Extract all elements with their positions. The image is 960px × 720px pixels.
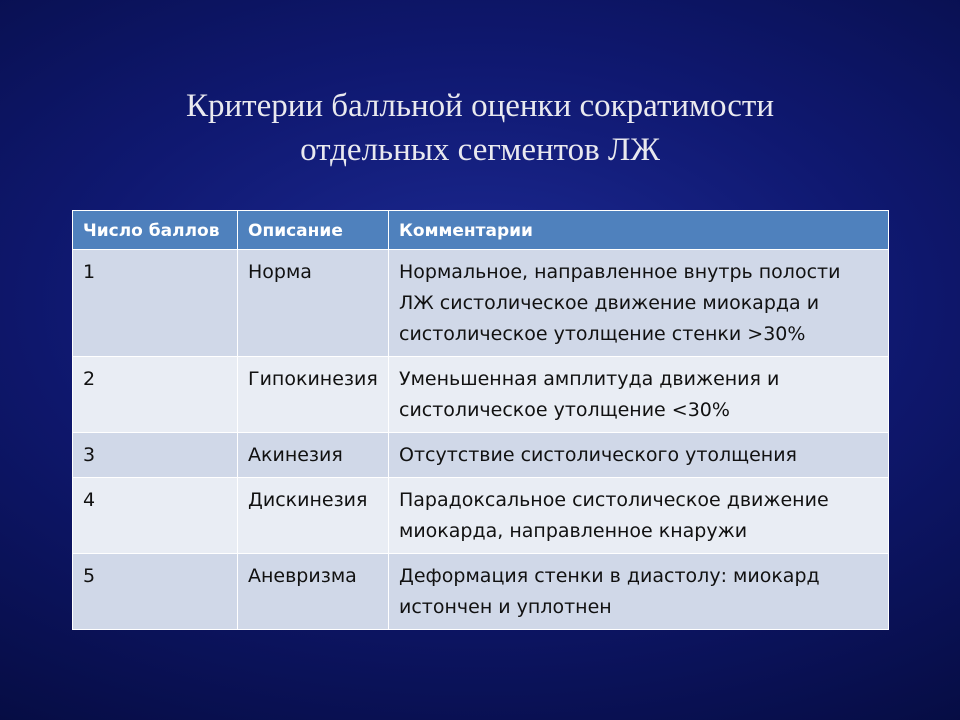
cell-score: 5 xyxy=(73,554,238,630)
cell-description: Акинезия xyxy=(238,433,389,478)
slide-title xyxy=(60,84,900,172)
cell-comment: Уменьшенная амплитуда движения и систолическое утолщение <30% xyxy=(389,357,889,433)
slide-title-line-1: Критерии балльной оценки сократимости xyxy=(186,88,774,124)
cell-score: 1 xyxy=(73,250,238,357)
slide-title-line-2: отдельных сегментов ЛЖ xyxy=(300,132,660,168)
table-row xyxy=(73,433,889,478)
header-score: Число баллов xyxy=(73,211,238,250)
cell-description: Дискинезия xyxy=(238,478,389,554)
cell-score: 3 xyxy=(73,433,238,478)
table-row xyxy=(73,554,889,630)
header-comment: Комментарии xyxy=(389,211,889,250)
cell-description: Гипокинезия xyxy=(238,357,389,433)
cell-comment: Парадоксальное систолическое движение миокарда, направленное кнаружи xyxy=(389,478,889,554)
cell-score: 4 xyxy=(73,478,238,554)
cell-comment: Деформация стенки в диастолу: миокард истончен и уплотнен xyxy=(389,554,889,630)
cell-score: 2 xyxy=(73,357,238,433)
table-row xyxy=(73,357,889,433)
criteria-table xyxy=(72,210,889,630)
table-row xyxy=(73,250,889,357)
table-row xyxy=(73,478,889,554)
cell-comment: Нормальное, направленное внутрь полости ЛЖ систолическое движение миокарда и систолическое утолщение стенки >30% xyxy=(389,250,889,357)
cell-description: Аневризма xyxy=(238,554,389,630)
table-header-row xyxy=(73,211,889,250)
header-description: Описание xyxy=(238,211,389,250)
cell-description: Норма xyxy=(238,250,389,357)
cell-comment: Отсутствие систолического утолщения xyxy=(389,433,889,478)
